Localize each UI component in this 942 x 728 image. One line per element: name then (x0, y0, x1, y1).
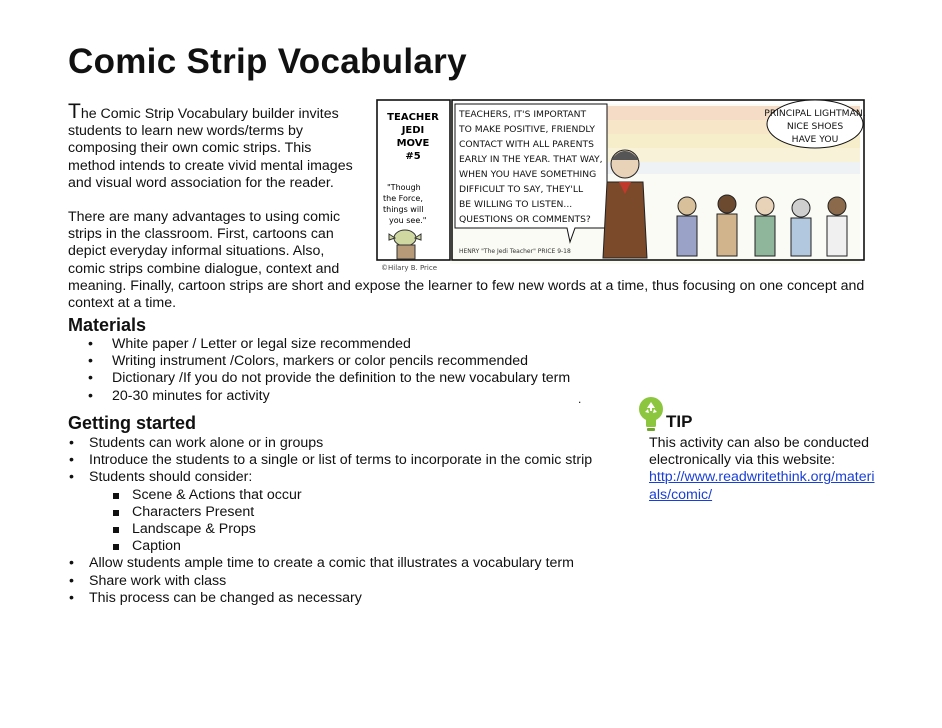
sub-list-item: Characters Present (109, 504, 592, 521)
list-item: • Dictionary /If you do not provide the definition to the new vocabulary term (88, 370, 570, 387)
tip-link[interactable] (649, 469, 881, 503)
list-item: • 20-30 minutes for activity (88, 388, 570, 405)
drop-cap: T (68, 100, 81, 123)
intro-line: context at a time. (68, 295, 177, 312)
intro-line: strips in the classroom. First, cartoons can (68, 226, 334, 243)
comic-speech-line: WHEN YOU HAVE SOMETHING (459, 169, 597, 180)
considerations-list (89, 487, 592, 556)
comic-speech-line: EARLY IN THE YEAR. THAT WAY, (459, 154, 603, 165)
comic-panel1-quote: things will (383, 205, 424, 214)
tip-body-line: This activity can also be conducted (649, 435, 870, 451)
comic-copyright: ©Hilary B. Price (381, 264, 438, 272)
tip-body (649, 435, 881, 504)
list-item-text: Students should consider: (89, 469, 253, 486)
comic-panel1-quote: "Though (387, 183, 421, 192)
comic-speech-line: TO MAKE POSITIVE, FRIENDLY (459, 124, 595, 135)
comic-speech-line: TEACHERS, IT'S IMPORTANT (459, 109, 587, 120)
comic-panel1-title: #5 (405, 151, 421, 162)
list-item (68, 469, 592, 555)
comic-speech-line: QUESTIONS OR COMMENTS? (459, 214, 591, 225)
intro-line: meaning. Finally, cartoon strips are short and expose the learner to few new words at a time, thus focusing on one concept and (68, 277, 865, 294)
comic-panel1-title: MOVE (396, 138, 430, 149)
getting-started-list (68, 435, 592, 607)
intro-line: method intends to create vivid mental images (68, 157, 353, 174)
intro-line: comic strips combine dialogue, context and (68, 260, 340, 277)
comic-panel1-quote: the Force, (383, 194, 423, 203)
list-item: • Students can work alone or in groups (68, 435, 592, 452)
getting-started-heading: Getting started (68, 413, 197, 433)
intro-line: depict everyday informal situations. Also, (68, 243, 325, 260)
list-item: • Writing instrument /Colors, markers or color pencils recommended (88, 353, 570, 370)
lightbulb-recycle-icon (637, 396, 665, 432)
comic-speech-line: NICE SHOES (786, 121, 844, 132)
tip-link-line[interactable]: als/comic/ (649, 486, 713, 503)
tip-heading: TIP (666, 412, 693, 431)
list-item: • White paper / Letter or legal size recommended (88, 336, 570, 353)
comic-panel1-quote: you see." (389, 216, 427, 225)
comic-speech-line: HAVE YOU (791, 134, 839, 145)
comic-signature: HENRY "The Jedi Teacher" PRICE 9-18 (459, 248, 571, 255)
materials-heading: Materials (68, 315, 147, 335)
sub-list-item: Landscape & Props (109, 521, 592, 538)
tip-link-line[interactable]: http://www.readwritethink.org/materi (649, 469, 875, 486)
list-item: • Allow students ample time to create a comic that illustrates a vocabulary term (68, 555, 592, 572)
comic-speech-line: PRINCIPAL LIGHTMAN, (764, 108, 866, 119)
comic-panel1-title: TEACHER (387, 112, 439, 123)
intro-line-text: he Comic Strip Vocabulary builder invites (80, 106, 339, 122)
sub-list-item: Caption (109, 538, 592, 555)
stray-mark: . (578, 392, 582, 406)
tip-body-line: electronically via this website: (649, 452, 836, 469)
comic-speech-line: BE WILLING TO LISTEN... (459, 199, 573, 210)
intro-line: and visual word association for the reader. (68, 174, 334, 191)
comic-strip-image (375, 98, 867, 272)
comic-speech-line: DIFFICULT TO SAY, THEY'LL (459, 184, 584, 195)
comic-speech-line: CONTACT WITH ALL PARENTS (459, 139, 594, 150)
comic-panel1-title: JEDI (401, 125, 425, 136)
intro-line: composing their own comic strips. This (68, 140, 312, 157)
intro-line: There are many advantages to using comic (68, 209, 341, 226)
list-item: • Introduce the students to a single or list of terms to incorporate in the comic strip (68, 452, 592, 469)
list-item: • This process can be changed as necessary (68, 590, 592, 607)
sub-list-item: Scene & Actions that occur (109, 487, 592, 504)
intro-line: students to learn new words/terms by (68, 123, 303, 140)
list-item: • Share work with class (68, 573, 592, 590)
page-title: Comic Strip Vocabulary (68, 42, 467, 81)
materials-list (88, 336, 570, 405)
